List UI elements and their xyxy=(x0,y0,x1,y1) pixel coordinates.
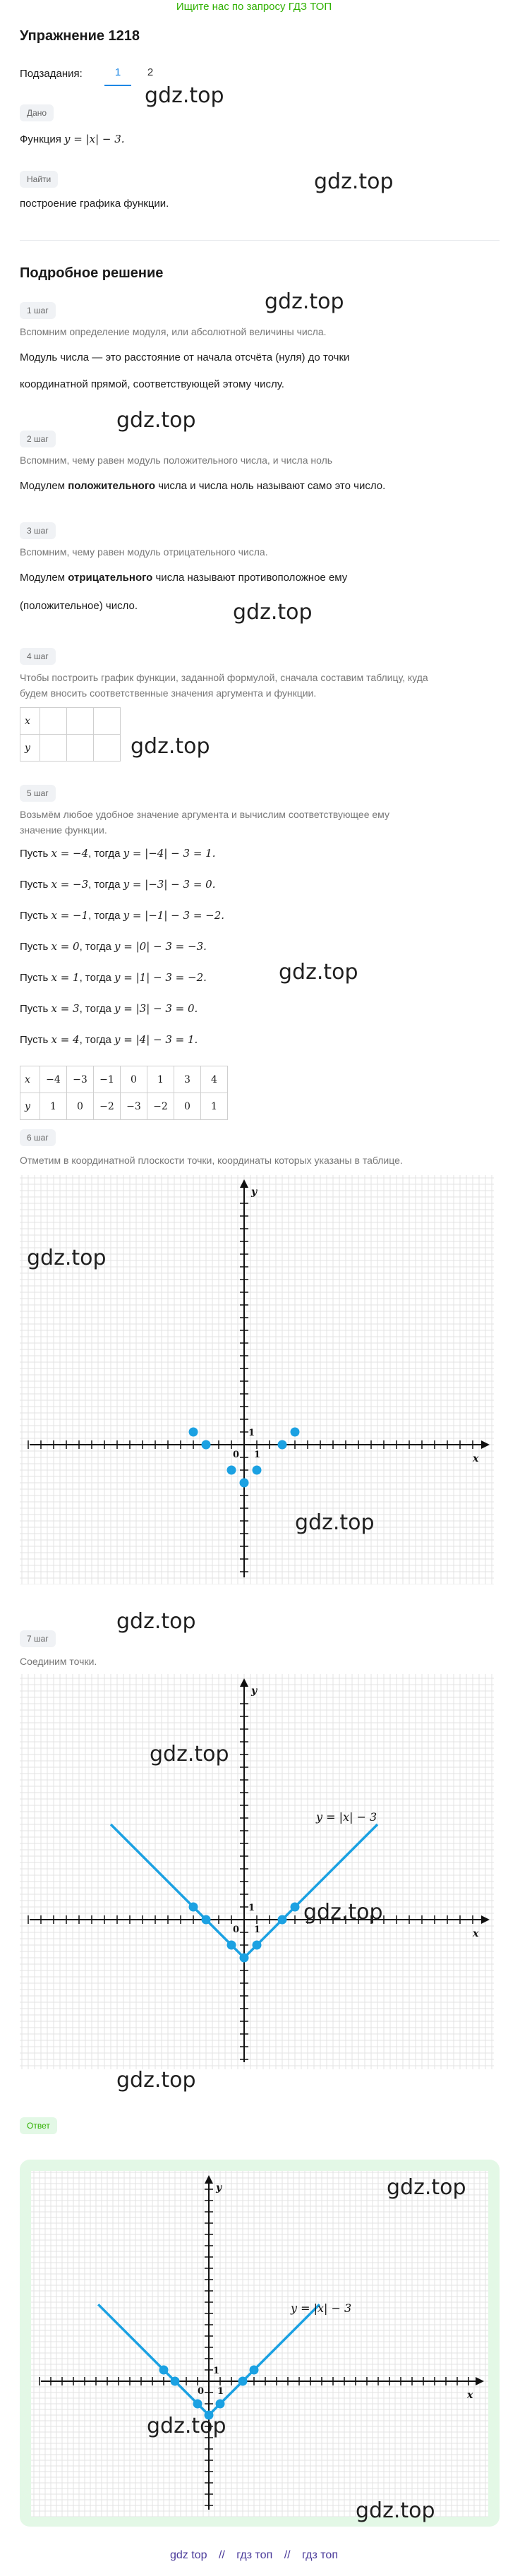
y-axis-label: y xyxy=(251,1186,258,1198)
watermark: gdz.top xyxy=(356,2498,435,2523)
given-text xyxy=(20,127,485,152)
points-graph xyxy=(20,1175,494,1584)
calc-pre: Пусть xyxy=(20,848,52,860)
table-cell-x: −3 xyxy=(67,1066,94,1093)
table-header-y: y xyxy=(20,735,40,762)
calc-mid: , тогда xyxy=(79,1034,115,1046)
step-6-chip: 6 шаг xyxy=(20,1129,56,1146)
step-1-chip: 1 шаг xyxy=(20,302,56,319)
step-2-bold: положительного xyxy=(68,480,156,492)
table-cell xyxy=(94,735,121,762)
given-formula: y = |x| − 3. xyxy=(64,133,125,145)
calc-a: x = −4 xyxy=(51,847,89,860)
calc-line xyxy=(20,841,485,866)
step-6-hint: Отметим в координатной плоскости точки, координаты которых указаны в таблице. xyxy=(20,1155,403,1166)
footer-link[interactable]: гдз топ xyxy=(302,2549,338,2561)
calc-line xyxy=(20,903,485,928)
step-5-hint-2: значение функции. xyxy=(20,824,107,836)
calc-line xyxy=(20,997,485,1021)
watermark: gdz.top xyxy=(150,1742,229,1767)
calc-pre: Пусть xyxy=(20,972,52,984)
data-point xyxy=(253,1941,262,1950)
calc-b: y = |4| − 3 = 1. xyxy=(114,1033,198,1046)
calc-a: x = 4 xyxy=(51,1033,80,1046)
step-5-chip: 5 шаг xyxy=(20,785,56,802)
watermark: gdz.top xyxy=(116,1609,196,1634)
step-7-chip: 7 шаг xyxy=(20,1630,56,1647)
grid xyxy=(20,1175,494,1584)
data-point xyxy=(202,1915,211,1925)
table-cell-x: 1 xyxy=(147,1066,174,1093)
step-1-line-2: координатной прямой, соответствующей этому числу. xyxy=(20,378,284,390)
step-2-hint: Вспомним, чему равен модуль положительного числа, и числа ноль xyxy=(20,455,333,466)
calc-pre: Пусть xyxy=(20,1003,52,1015)
y-axis-arrow xyxy=(240,1179,248,1188)
grid xyxy=(20,1674,494,2069)
calc-b: y = |0| − 3 = −3. xyxy=(114,940,207,953)
table-cell-y: −2 xyxy=(147,1093,174,1120)
calc-pre: Пусть xyxy=(20,879,52,891)
data-point xyxy=(291,1428,300,1437)
calc-b: y = |3| − 3 = 0. xyxy=(114,1002,198,1015)
y-axis-label: y xyxy=(216,2182,222,2193)
step-2-text xyxy=(20,474,485,498)
data-point xyxy=(253,1466,262,1475)
table-header-y: y xyxy=(20,1093,40,1120)
calc-a: x = −1 xyxy=(51,909,89,922)
y-unit-label: 1 xyxy=(248,1428,255,1438)
calc-pre: Пусть xyxy=(20,910,52,922)
step-4-chip: 4 шаг xyxy=(20,648,56,665)
table-row-y xyxy=(20,1093,228,1120)
data-point xyxy=(159,2366,169,2375)
solution-title: Подробное решение xyxy=(20,265,164,281)
table-header-x: x xyxy=(20,708,40,735)
data-point xyxy=(193,2400,202,2409)
watermark: gdz.top xyxy=(145,83,224,108)
table-cell xyxy=(67,735,94,762)
x-axis-label: x xyxy=(467,2390,473,2401)
data-point xyxy=(240,1479,249,1488)
origin-label: 0 xyxy=(198,2386,205,2397)
table-row xyxy=(20,735,121,762)
table-cell-x: −4 xyxy=(40,1066,67,1093)
watermark: gdz.top xyxy=(387,2175,466,2200)
watermark: gdz.top xyxy=(295,1510,375,1535)
calc-mid: , тогда xyxy=(88,848,123,860)
table-cell-x: −1 xyxy=(94,1066,121,1093)
x-axis-label: x xyxy=(473,1453,479,1464)
table-cell-y: −3 xyxy=(121,1093,147,1120)
footer-links xyxy=(0,2549,508,2562)
step-7-hint: Соединим точки. xyxy=(20,1656,97,1667)
calc-b: y = |1| − 3 = −2. xyxy=(114,971,207,984)
answer-chip: Ответ xyxy=(20,2117,57,2134)
data-point xyxy=(189,1428,198,1437)
origin-label: 0 xyxy=(233,1925,240,1935)
x-unit-label: 1 xyxy=(254,1450,261,1460)
calc-mid: , тогда xyxy=(79,1003,115,1015)
subtasks-label: Подзадания: xyxy=(20,68,83,80)
calc-mid: , тогда xyxy=(88,879,123,891)
calc-b: y = |−3| − 3 = 0. xyxy=(123,878,216,891)
watermark: gdz.top xyxy=(303,1900,383,1925)
calc-mid: , тогда xyxy=(79,941,115,953)
step-2-post: числа и числа ноль называют само это число. xyxy=(155,480,386,492)
subtask-tab-2[interactable]: 2 xyxy=(147,66,154,78)
table-cell xyxy=(40,735,67,762)
step-2-chip: 2 шаг xyxy=(20,431,56,447)
step-3-pre: Модулем xyxy=(20,572,68,584)
function-label: y = |x| − 3 xyxy=(316,1810,377,1824)
table-cell-y: 1 xyxy=(201,1093,228,1120)
y-axis-arrow xyxy=(240,1678,248,1687)
calc-a: x = 1 xyxy=(51,971,80,984)
table-cell xyxy=(40,708,67,735)
find-chip: Найти xyxy=(20,171,58,188)
table-row xyxy=(20,708,121,735)
table-row-x xyxy=(20,1066,228,1093)
empty-table xyxy=(20,707,121,762)
data-point xyxy=(227,1466,236,1475)
calc-pre: Пусть xyxy=(20,1034,52,1046)
given-prefix: Функция xyxy=(20,133,61,145)
calc-line xyxy=(20,965,485,990)
watermark: gdz.top xyxy=(116,408,196,433)
step-4-hint-2: будем вносить соответственные значения аргумента и функции. xyxy=(20,687,317,699)
watermark: gdz.top xyxy=(27,1246,107,1270)
data-point xyxy=(227,1941,236,1950)
values-table xyxy=(20,1066,228,1120)
calc-a: x = −3 xyxy=(51,878,89,891)
step-3-hint: Вспомним, чему равен модуль отрицательного числа. xyxy=(20,546,268,558)
calc-pre: Пусть xyxy=(20,941,52,953)
calc-a: x = 3 xyxy=(51,1002,80,1015)
watermark: gdz.top xyxy=(147,2414,226,2438)
step-3-bold: отрицательного xyxy=(68,572,153,584)
table-cell-x: 0 xyxy=(121,1066,147,1093)
table-cell-y: 1 xyxy=(40,1093,67,1120)
step-5-hint-1: Возьмём любое удобное значение аргумента и вычислим соответствующее ему xyxy=(20,809,389,820)
table-header-x: x xyxy=(20,1066,40,1093)
step-2-pre: Модулем xyxy=(20,480,68,492)
step-1-hint: Вспомним определение модуля, или абсолютной величины числа. xyxy=(20,326,327,337)
data-point xyxy=(189,1903,198,1912)
step-4-hint-1: Чтобы построить график функции, заданной формулой, сначала составим таблицу, куда xyxy=(20,672,428,683)
table-cell xyxy=(94,708,121,735)
page-title: Упражнение 1218 xyxy=(20,28,140,44)
step-3-line-2: (положительное) число. xyxy=(20,600,138,612)
data-point xyxy=(202,1440,211,1450)
watermark: gdz.top xyxy=(314,169,394,194)
grid xyxy=(31,2171,488,2517)
watermark: gdz.top xyxy=(131,734,210,759)
search-banner[interactable]: Ищите нас по запросу ГДЗ ТОП xyxy=(176,1,332,13)
footer-link[interactable]: гдз топ xyxy=(236,2549,273,2561)
find-text: построение графика функции. xyxy=(20,198,169,210)
calc-b: y = |−4| − 3 = 1. xyxy=(123,847,216,860)
data-point xyxy=(171,2377,180,2386)
footer-sep: // xyxy=(218,2549,225,2561)
data-point xyxy=(216,2400,225,2409)
watermark: gdz.top xyxy=(279,960,358,985)
table-cell-x: 3 xyxy=(174,1066,201,1093)
table-cell-y: −2 xyxy=(94,1093,121,1120)
footer-link[interactable]: gdz top xyxy=(170,2549,207,2561)
calc-line xyxy=(20,934,485,959)
footer-sep: // xyxy=(284,2549,291,2561)
data-point xyxy=(278,1915,287,1925)
step-3-text xyxy=(20,566,485,590)
calc-line xyxy=(20,1028,485,1052)
table-cell xyxy=(67,708,94,735)
watermark: gdz.top xyxy=(116,2068,196,2093)
data-point xyxy=(278,1440,287,1450)
data-point xyxy=(250,2366,259,2375)
divider xyxy=(20,240,500,241)
table-cell-y: 0 xyxy=(174,1093,201,1120)
given-chip: Дано xyxy=(20,104,54,121)
step-3-post: числа называют противоположное ему xyxy=(152,572,348,584)
watermark: gdz.top xyxy=(233,600,313,625)
subtask-tab-1[interactable]: 1 xyxy=(104,65,131,86)
watermark: gdz.top xyxy=(265,289,344,314)
x-unit-label: 1 xyxy=(254,1925,261,1935)
origin-label: 0 xyxy=(233,1450,240,1460)
calc-line xyxy=(20,872,485,897)
calc-b: y = |−1| − 3 = −2. xyxy=(123,909,225,922)
y-axis-label: y xyxy=(251,1685,258,1697)
calc-a: x = 0 xyxy=(51,940,80,953)
data-point xyxy=(238,2377,248,2386)
table-cell-y: 0 xyxy=(67,1093,94,1120)
step-3-chip: 3 шаг xyxy=(20,522,56,539)
step-1-line-1: Модуль числа — это расстояние от начала отсчёта (нуля) до точки xyxy=(20,351,350,363)
y-unit-label: 1 xyxy=(213,2366,220,2376)
data-point xyxy=(240,1954,249,1963)
calc-mid: , тогда xyxy=(79,972,115,984)
calc-mid: , тогда xyxy=(88,910,123,922)
y-unit-label: 1 xyxy=(248,1903,255,1913)
answer-graph xyxy=(31,2171,488,2517)
data-point xyxy=(291,1903,300,1912)
x-unit-label: 1 xyxy=(217,2386,224,2397)
y-axis-arrow xyxy=(205,2175,213,2184)
function-graph xyxy=(20,1674,494,2069)
function-label: y = |x| − 3 xyxy=(291,2301,352,2315)
table-cell-x: 4 xyxy=(201,1066,228,1093)
x-axis-label: x xyxy=(473,1928,479,1939)
